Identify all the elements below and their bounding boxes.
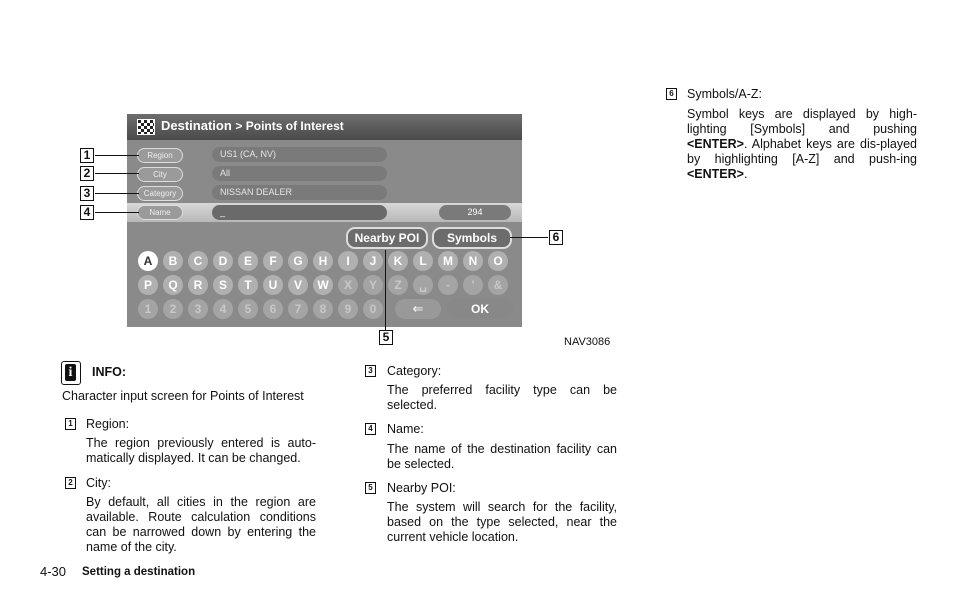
key-l: L xyxy=(413,251,433,271)
key-y: Y xyxy=(363,275,383,295)
key-z: Z xyxy=(388,275,408,295)
item-3-title: Category: xyxy=(387,364,442,378)
item-4-number: 4 xyxy=(365,423,376,435)
callout-4-line xyxy=(95,212,139,213)
item-2-number: 2 xyxy=(65,477,76,489)
region-label: Region xyxy=(137,148,183,163)
city-row xyxy=(127,166,522,183)
key-q: Q xyxy=(163,275,183,295)
screen-title: Destination > Points of Interest xyxy=(161,118,344,133)
key-6: 6 xyxy=(263,299,283,319)
item-4-title: Name: xyxy=(387,422,424,436)
item-2-title: City: xyxy=(86,476,111,490)
key-b: B xyxy=(163,251,183,271)
name-value: _ xyxy=(212,205,387,220)
key-c: C xyxy=(188,251,208,271)
category-row xyxy=(127,185,522,202)
key-symbol: - xyxy=(438,275,458,295)
item-6-title: Symbols/A-Z: xyxy=(687,87,763,101)
callout-5-line xyxy=(385,250,386,330)
region-value: US1 (CA, NV) xyxy=(212,147,387,162)
category-label: Category xyxy=(137,186,183,201)
key-x: X xyxy=(338,275,358,295)
key-h: H xyxy=(313,251,333,271)
key-p: P xyxy=(138,275,158,295)
key-n: N xyxy=(463,251,483,271)
key-d: D xyxy=(213,251,233,271)
name-row xyxy=(127,203,522,222)
key-s: S xyxy=(213,275,233,295)
callout-2-line xyxy=(95,173,139,174)
checkered-flag-icon xyxy=(137,119,155,135)
key-f: F xyxy=(263,251,283,271)
callout-3-line xyxy=(95,193,139,194)
figure-id: NAV3086 xyxy=(564,336,611,348)
info-intro: Character input screen for Points of Interest xyxy=(62,389,304,403)
callout-4: 4 xyxy=(80,205,94,220)
backspace-key: ⇐ xyxy=(395,299,441,319)
item-5-number: 5 xyxy=(365,482,376,494)
callout-3: 3 xyxy=(80,186,94,201)
key-4: 4 xyxy=(213,299,233,319)
key-j: J xyxy=(363,251,383,271)
key-8: 8 xyxy=(313,299,333,319)
key-9: 9 xyxy=(338,299,358,319)
nav-screen-image xyxy=(127,114,522,327)
key-2: 2 xyxy=(163,299,183,319)
nearby-poi-button: Nearby POI xyxy=(346,227,428,249)
key-o: O xyxy=(488,251,508,271)
key-3: 3 xyxy=(188,299,208,319)
key-symbol: ␣ xyxy=(413,275,433,295)
key-0: 0 xyxy=(363,299,383,319)
item-5-body: The system will search for the facility, based on the type selected, near the current vehicle location. xyxy=(387,500,617,544)
category-value: NISSAN DEALER xyxy=(212,185,387,200)
item-3-number: 3 xyxy=(365,365,376,377)
key-i: I xyxy=(338,251,358,271)
key-t: T xyxy=(238,275,258,295)
item-6-number: 6 xyxy=(666,88,677,100)
name-label: Name xyxy=(137,205,183,220)
item-1-body: The region previously entered is auto-matically displayed. It can be changed. xyxy=(86,436,316,465)
item-6-body: Symbol keys are displayed by high-lighting [Symbols] and pushing <ENTER>. Alphabet keys are dis-played by highlighting [A-Z] and push-ing <ENTER>. xyxy=(687,107,917,181)
item-4-body: The name of the destination facility can be selected. xyxy=(387,442,617,471)
screen-header xyxy=(127,114,522,140)
callout-6: 6 xyxy=(549,230,563,245)
item-5-title: Nearby POI: xyxy=(387,481,456,495)
key-1: 1 xyxy=(138,299,158,319)
key-5: 5 xyxy=(238,299,258,319)
region-row xyxy=(127,147,522,164)
key-g: G xyxy=(288,251,308,271)
callout-2: 2 xyxy=(80,166,94,181)
info-title: INFO: xyxy=(92,365,127,379)
key-a: A xyxy=(138,251,158,271)
key-7: 7 xyxy=(288,299,308,319)
item-1-number: 1 xyxy=(65,418,76,430)
name-count: 294 xyxy=(439,205,511,220)
key-m: M xyxy=(438,251,458,271)
callout-6-line xyxy=(510,237,548,238)
key-symbol: & xyxy=(488,275,508,295)
symbols-button: Symbols xyxy=(432,227,512,249)
key-v: V xyxy=(288,275,308,295)
item-2-body: By default, all cities in the region are available. Route calculation conditions can be narrowed down by entering the name of the city. xyxy=(86,495,316,554)
item-1-title: Region: xyxy=(86,417,130,431)
key-r: R xyxy=(188,275,208,295)
page-number: 4-30 xyxy=(40,564,67,579)
ok-key: OK xyxy=(447,299,513,319)
key-e: E xyxy=(238,251,258,271)
item-3-body: The preferred facility type can be selected. xyxy=(387,383,617,412)
section-title: Setting a destination xyxy=(82,566,196,578)
info-icon: i xyxy=(61,361,81,385)
city-label: City xyxy=(137,167,183,182)
key-u: U xyxy=(263,275,283,295)
callout-1-line xyxy=(95,155,139,156)
callout-5: 5 xyxy=(379,330,393,345)
key-w: W xyxy=(313,275,333,295)
callout-1: 1 xyxy=(80,148,94,163)
key-symbol: ' xyxy=(463,275,483,295)
city-value: All xyxy=(212,166,387,181)
key-k: K xyxy=(388,251,408,271)
